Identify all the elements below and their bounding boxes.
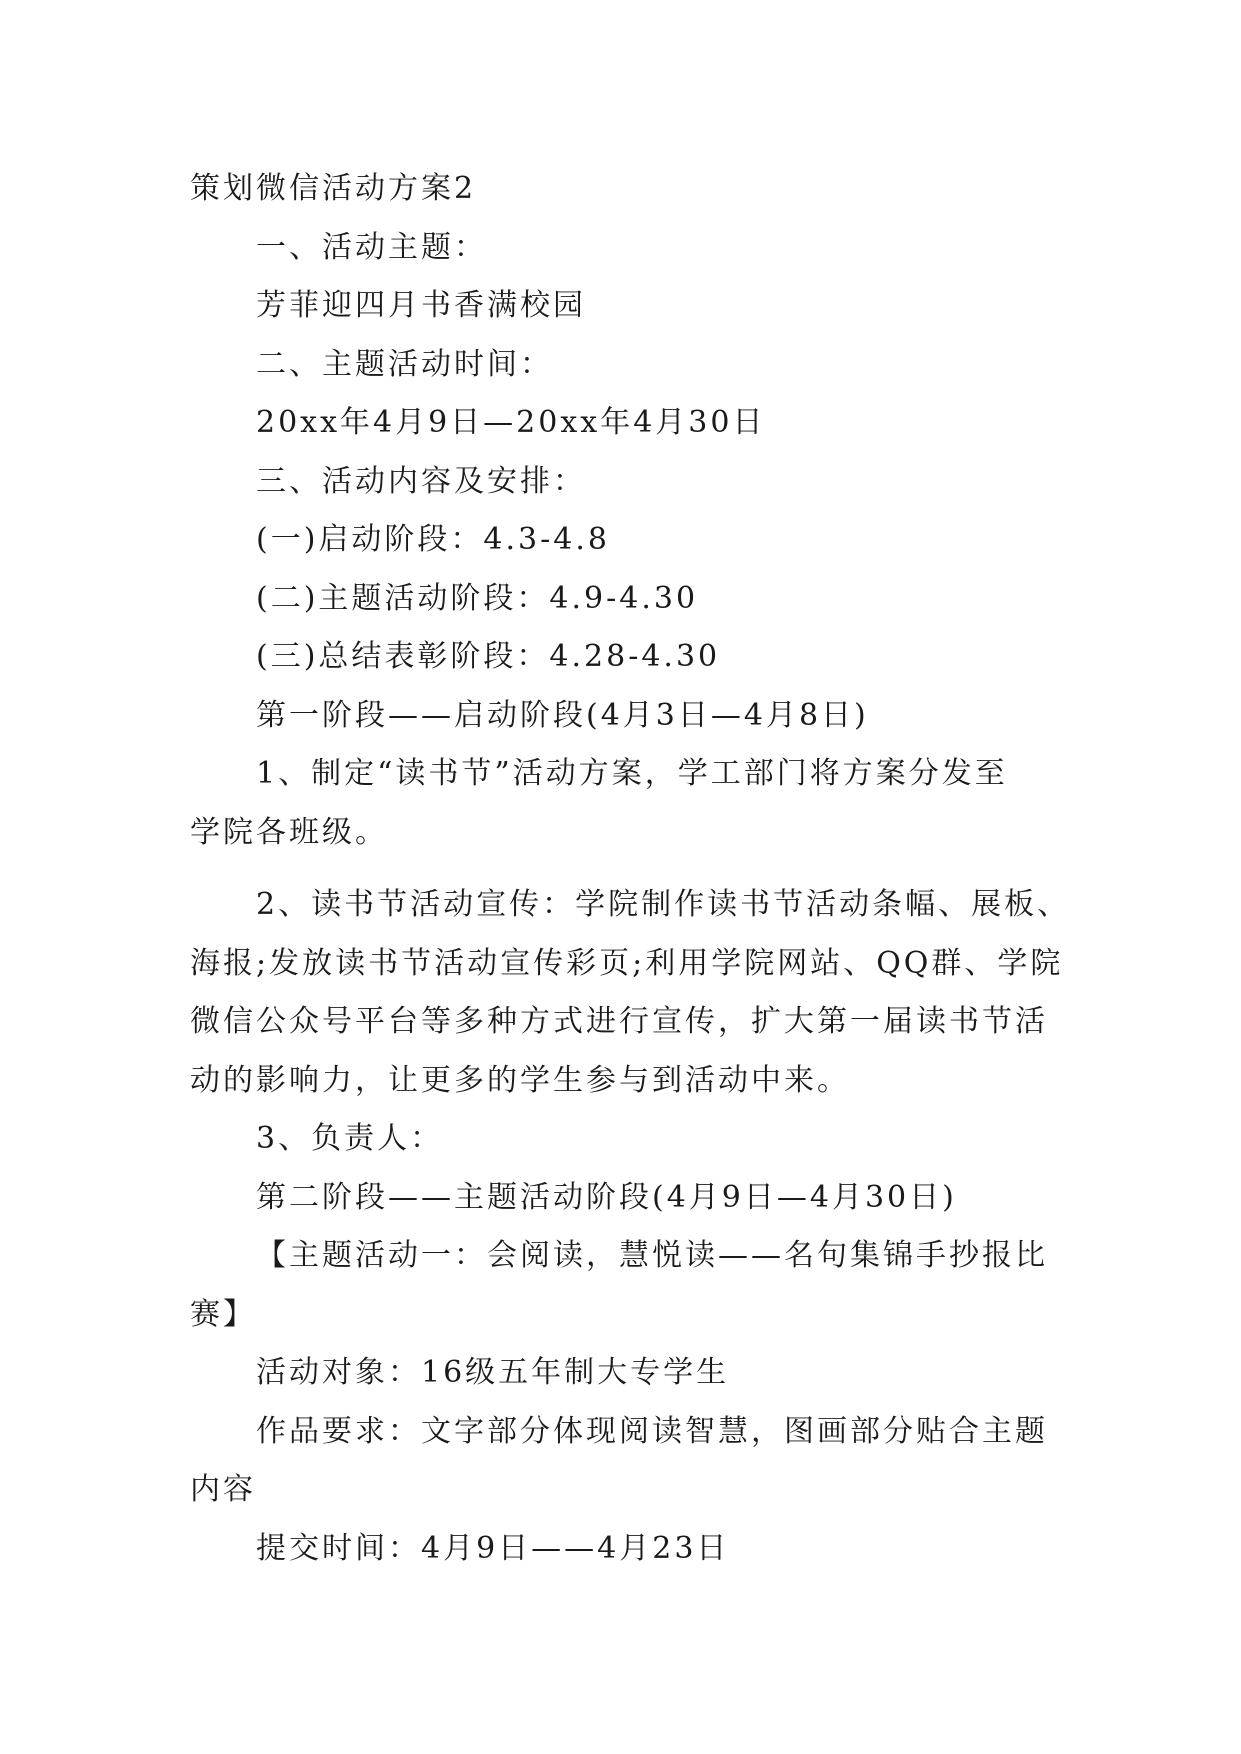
paragraph-line: 海报;发放读书节活动宣传彩页;利用学院网站、QQ群、学院	[190, 945, 1064, 981]
time-text: 20xx年4月9日—20xx年4月30日	[256, 405, 766, 440]
phase-item-3: (三)总结表彰阶段：4.28-4.30	[256, 639, 721, 674]
document-title: 策划微信活动方案2	[190, 171, 477, 206]
stage-two-heading: 第二阶段——主题活动阶段(4月9日—4月30日)	[256, 1179, 957, 1215]
paragraph-gap	[190, 862, 1056, 876]
activity-target: 活动对象：16级五年制大专学生	[256, 1355, 730, 1390]
section-heading-content: 三、活动内容及安排：	[256, 463, 586, 499]
activity-one-heading: 【主题活动一：会阅读，慧悦读——名句集锦手抄报比	[256, 1238, 1048, 1273]
theme-text: 芳菲迎四月书香满校园	[256, 288, 586, 323]
section-heading-theme: 一、活动主题：	[256, 229, 487, 265]
section-heading-time: 二、主题活动时间：	[256, 346, 553, 382]
paragraph-line: 学院各班级。	[190, 814, 388, 850]
work-requirement-cont: 内容	[190, 1472, 256, 1507]
paragraph-line: 微信公众号平台等多种方式进行宣传，扩大第一届读书节活	[190, 1004, 1048, 1039]
responsible-person: 3、负责人：	[256, 1121, 444, 1156]
paragraph-line: 动的影响力，让更多的学生参与到活动中来。	[190, 1062, 850, 1098]
activity-one-heading-cont: 赛】	[190, 1296, 256, 1332]
stage-one-heading: 第一阶段——启动阶段(4月3日—4月8日)	[256, 697, 869, 733]
phase-item-1: (一)启动阶段：4.3-4.8	[256, 522, 610, 557]
paragraph-line: 1、制定“读书节”活动方案，学工部门将方案分发至	[256, 756, 1008, 791]
document-body	[190, 160, 1071, 1578]
paragraph-line: 2、读书节活动宣传：学院制作读书节活动条幅、展板、	[256, 887, 1071, 922]
submission-time: 提交时间：4月9日——4月23日	[256, 1530, 730, 1566]
phase-item-2: (二)主题活动阶段：4.9-4.30	[256, 580, 699, 616]
work-requirement: 作品要求：文字部分体现阅读智慧，图画部分贴合主题	[256, 1413, 1048, 1449]
